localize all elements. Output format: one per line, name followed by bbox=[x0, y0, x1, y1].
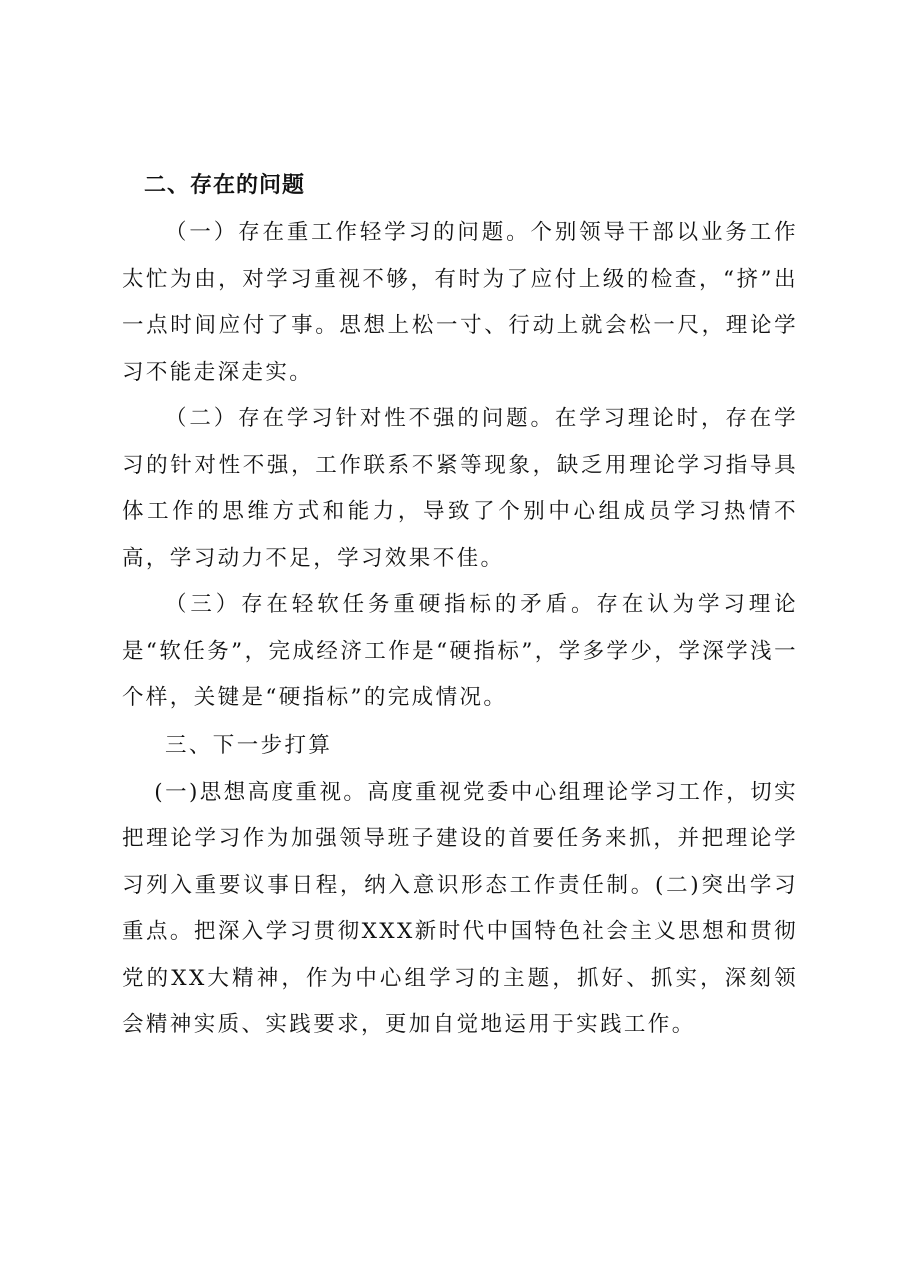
section-heading-problems: 二、存在的问题 bbox=[144, 173, 306, 198]
section-heading-next-steps: 三、下一步打算 bbox=[165, 732, 333, 758]
problem-item-2: （二）存在学习针对性不强的问题。在学习理论时，存在学习的针对性不强，工作联系不紧等现象，缺乏用理论学习指导具体工作的思维方式和能力，导致了个别中心组成员学习热情不高，学习动力不足，学习效果不佳。 bbox=[122, 406, 798, 571]
document-body bbox=[122, 162, 798, 1049]
problem-item-1: （一）存在重工作轻学习的问题。个别领导干部以业务工作太忙为由，对学习重视不够，有时为了应付上级的检查，“挤”出一点时间应付了事。思想上松一寸、行动上就会松一尺，理论学习不能走深走实。 bbox=[122, 220, 798, 385]
problem-item-3: （三）存在轻软任务重硬指标的矛盾。存在认为学习理论是“软任务”，完成经济工作是“硬指标”，学多学少，学深学浅一个样，关键是“硬指标”的完成情况。 bbox=[122, 592, 798, 710]
next-steps-paragraph: (一)思想高度重视。高度重视党委中心组理论学习工作，切实把理论学习作为加强领导班子建设的首要任务来抓，并把理论学习列入重要议事日程，纳入意识形态工作责任制。(二)突出学习重点。把深入学习贯彻XXX新时代中国特色社会主义思想和贯彻党的XX大精神，作为中心组学习的主题，抓好、抓实，深刻领会精神实质、实践要求，更加自觉地运用于实践工作。 bbox=[122, 779, 798, 1037]
